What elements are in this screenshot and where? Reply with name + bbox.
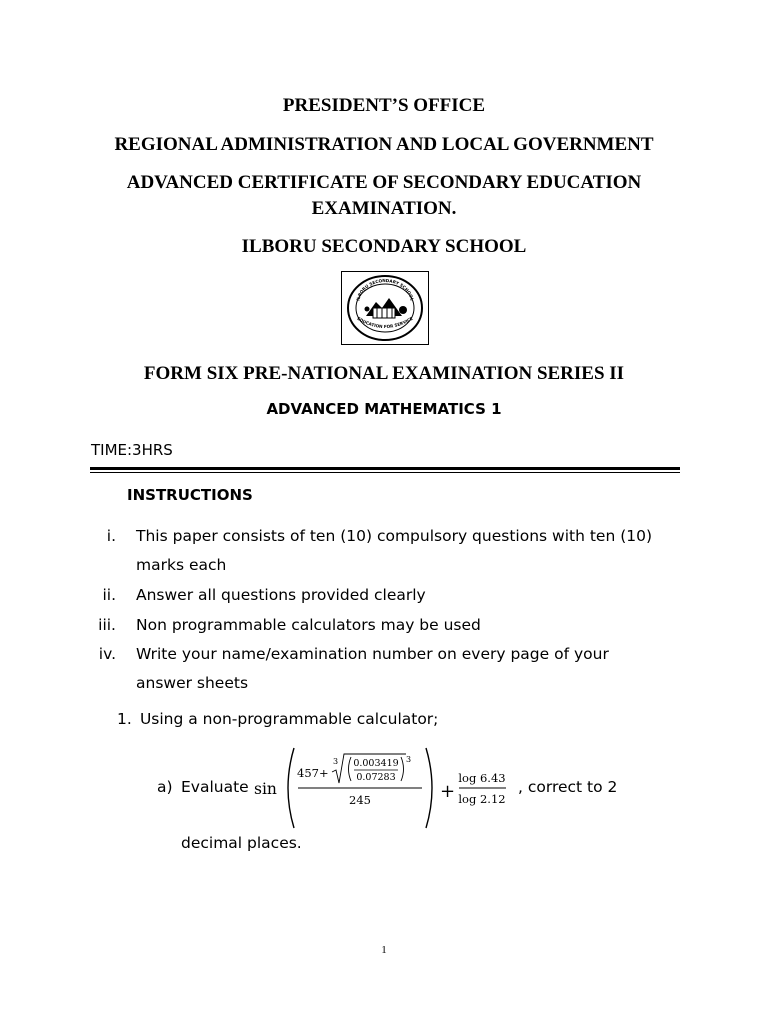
school-logo (341, 271, 429, 345)
instruction-text: Answer all questions provided clearly (136, 586, 426, 604)
divider-thin (90, 472, 680, 473)
question-stem: Using a non-programmable calculator; (139, 710, 439, 728)
root-index: 3 (333, 757, 339, 766)
logo-text-top: ILBORU SECONDARY SCHOOL (355, 277, 415, 302)
log-denominator: log 2.12 (458, 792, 506, 806)
part-a-lead: Evaluate (181, 778, 249, 796)
numerator-constant: 457+ (297, 766, 329, 780)
instruction-text: answer sheets (136, 674, 249, 692)
logo-text-bottom: EDUCATION FOR SERVICE (356, 315, 414, 330)
part-a-tail: , correct to 2 (518, 778, 618, 796)
inner-left-paren (349, 757, 352, 781)
ministry-heading: REGIONAL ADMINISTRATION AND LOCAL GOVERNMENT (114, 134, 654, 155)
instruction-text: This paper consists of ten (10) compulsory questions with ten (10) (136, 527, 653, 545)
instruction-number: ii. (102, 586, 116, 604)
certificate-heading-line1: ADVANCED CERTIFICATE OF SECONDARY EDUCATION (126, 172, 642, 193)
sin-function: sin (254, 780, 277, 798)
instructions-title: INSTRUCTIONS (127, 486, 253, 504)
instruction-text: Write your name/examination number on every page of your (136, 645, 609, 663)
inner-denominator: 0.07283 (356, 772, 396, 783)
part-a-label: a) (157, 778, 173, 796)
main-denominator: 245 (349, 793, 371, 807)
left-paren (288, 748, 294, 828)
right-paren (426, 748, 432, 828)
office-heading: PRESIDENT’S OFFICE (282, 95, 486, 116)
school-heading: ILBORU SECONDARY SCHOOL (241, 236, 527, 257)
instruction-text: Non programmable calculators may be used (136, 616, 481, 634)
inner-numerator: 0.003419 (353, 758, 399, 769)
inner-right-paren (401, 757, 404, 781)
math-expression (254, 742, 524, 832)
log-numerator: log 6.43 (458, 771, 506, 785)
page-number: 1 (381, 944, 387, 956)
instruction-number: i. (106, 527, 116, 545)
instruction-number: iii. (98, 616, 116, 634)
inner-exponent: 3 (406, 755, 412, 764)
plus-sign: + (440, 781, 456, 802)
divider-thick (90, 467, 680, 470)
exam-series-heading: FORM SIX PRE-NATIONAL EXAMINATION SERIES II (143, 363, 625, 384)
question-number: 1. (117, 710, 132, 728)
part-a-end: decimal places. (181, 834, 302, 852)
subject-title: ADVANCED MATHEMATICS 1 (266, 400, 502, 418)
instruction-text: marks each (136, 556, 227, 574)
question-1 (117, 710, 438, 728)
instruction-number: iv. (98, 645, 116, 663)
time-allowed: TIME:3HRS (91, 441, 173, 459)
certificate-heading-line2: EXAMINATION. (311, 198, 457, 219)
